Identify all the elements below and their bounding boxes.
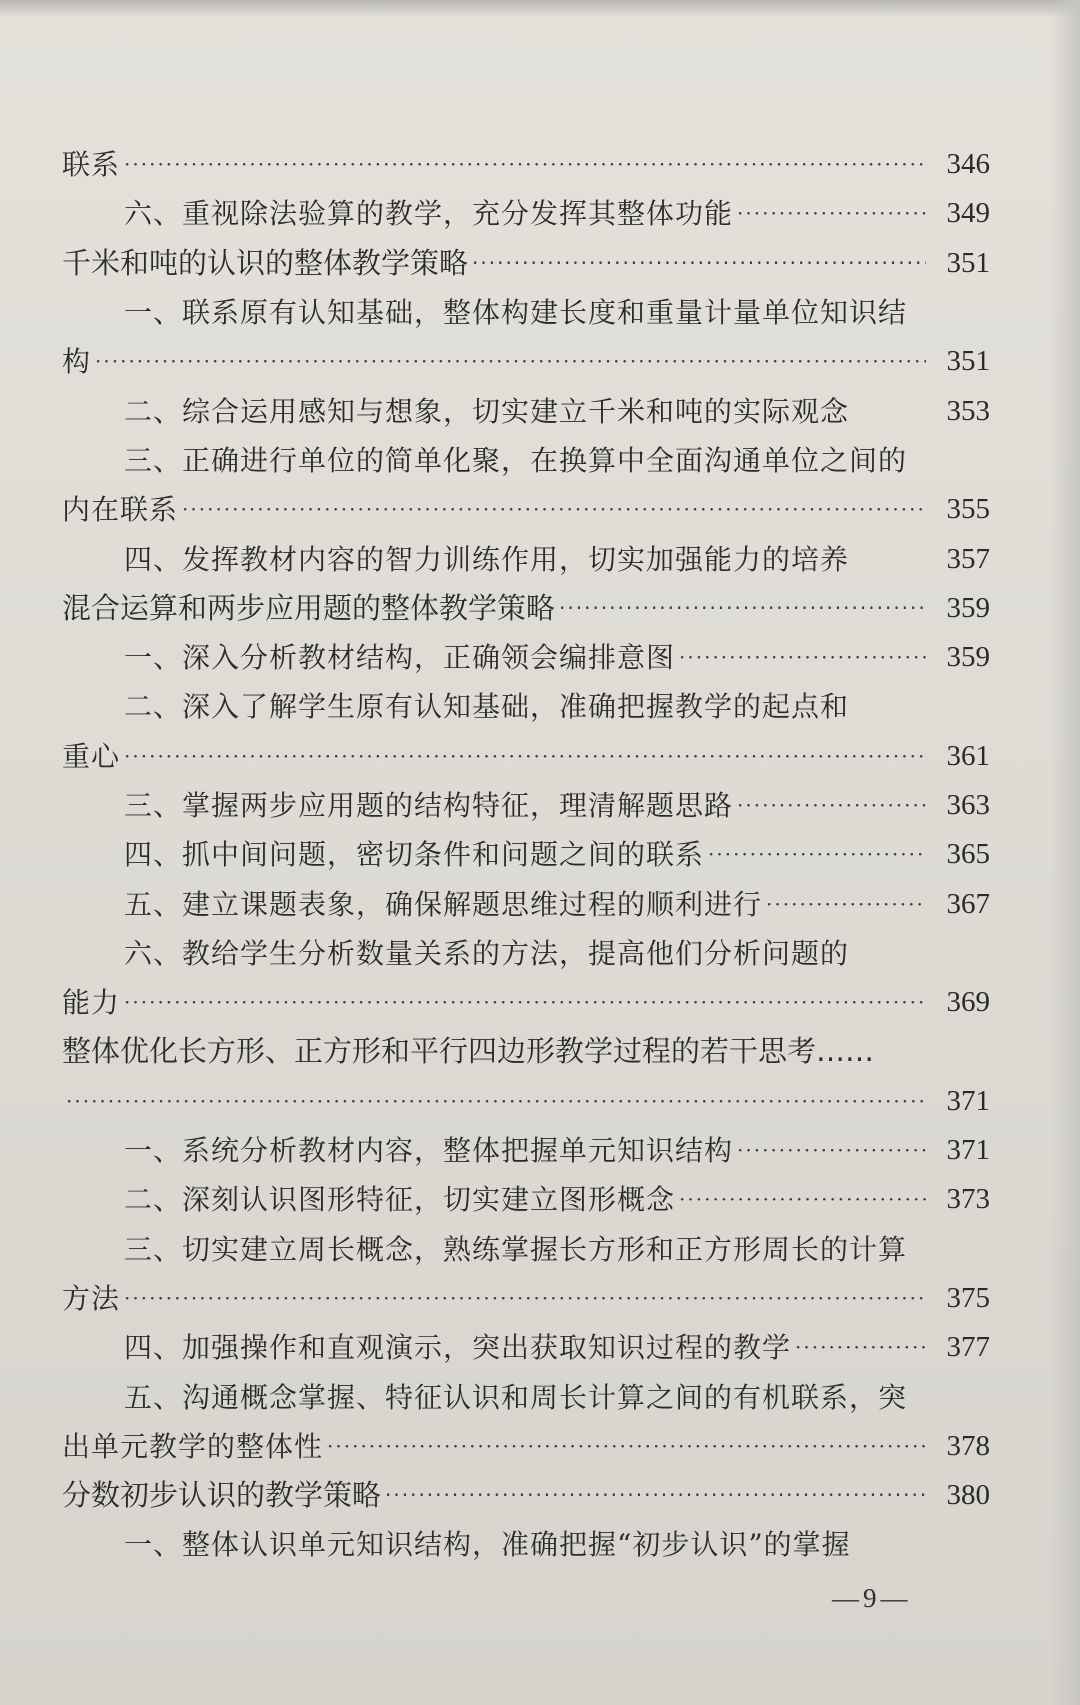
toc-page-number: 359: [946, 591, 990, 624]
toc-entry: [62, 1225, 990, 1274]
toc-entry: [62, 337, 990, 386]
toc-page-number: 367: [946, 887, 990, 920]
dot-leader: [66, 1077, 926, 1126]
dot-leader: [385, 1471, 926, 1520]
toc-entry-text: 二、综合运用感知与想象，切实建立千米和吨的实际观念: [124, 394, 850, 428]
toc-entry-text: 一、系统分析教材内容，整体把握单元知识结构: [124, 1134, 734, 1168]
toc-page-number: 353: [946, 394, 990, 427]
toc-entry: [62, 288, 990, 337]
toc-entry: [62, 386, 990, 435]
dot-leader: [795, 1323, 926, 1372]
toc-entry-text: 六、教给学生分析数量关系的方法，提高他们分析问题的: [124, 936, 850, 970]
toc-page-number: 371: [946, 1084, 990, 1117]
toc-entry-text: 五、建立课题表象，确保解题思维过程的顺利进行: [124, 887, 763, 921]
toc-entry-text: 一、深入分析教材结构，正确领会编排意图: [124, 641, 676, 675]
toc-page-number: 380: [946, 1479, 990, 1512]
toc-entry-text: 三、掌握两步应用题的结构特征，理清解题思路: [124, 789, 734, 822]
toc-entry: [62, 682, 990, 731]
dot-leader: [679, 1175, 926, 1224]
toc-page-number: 369: [946, 986, 990, 1019]
toc-entry-text: 六、重视除法验算的教学，充分发挥其整体功能: [124, 197, 734, 231]
toc-entry-text: 整体优化长方形、正方形和平行四边形教学过程的若干思考……: [62, 1034, 875, 1069]
toc-entry: [62, 1274, 990, 1323]
dot-leader: [124, 732, 926, 781]
toc-entry: [62, 879, 990, 928]
toc-chapter-entry: [62, 584, 990, 633]
toc-page-number: 378: [946, 1429, 990, 1462]
page-number: —9—: [832, 1583, 912, 1613]
toc-page-number: 346: [946, 148, 990, 181]
toc-entry-text: 一、整体认识单元知识结构，准确把握“初步认识”的掌握: [124, 1528, 851, 1562]
toc-entry-text: 混合运算和两步应用题的整体教学策略: [62, 590, 556, 625]
toc-page-number: 375: [946, 1281, 990, 1314]
toc-entry-text: 分数初步认识的教学策略: [62, 1478, 382, 1513]
page-right-shadow: [1050, 0, 1080, 1705]
toc-page-number: 357: [946, 542, 990, 575]
dot-leader: [766, 880, 926, 929]
toc-page-number: 363: [946, 789, 990, 821]
toc-entry-text: 千米和吨的认识的整体教学策略: [62, 245, 469, 280]
toc-entry: [62, 929, 990, 978]
dot-leader: [124, 978, 926, 1027]
toc-entry: [62, 436, 990, 485]
toc-entry: [62, 830, 990, 879]
dot-leader: [124, 1274, 926, 1323]
toc-page-number: 355: [946, 493, 990, 526]
toc-entry-text: 构: [62, 345, 92, 379]
toc-entry: [62, 1077, 990, 1126]
toc-entry-text: 三、切实建立周长概念，熟练掌握长方形和正方形周长的计算: [124, 1232, 908, 1266]
dot-leader: [182, 485, 926, 534]
dot-leader: [708, 830, 926, 879]
toc-entry: [62, 1175, 990, 1224]
toc-entry-text: 二、深入了解学生原有认知基础，准确把握教学的起点和: [124, 690, 850, 724]
toc-entry-text: 方法: [62, 1281, 121, 1315]
toc-entry: [62, 534, 990, 583]
toc-entry: [62, 978, 990, 1027]
dot-leader: [737, 1126, 926, 1175]
toc-entry-text: 能力: [62, 986, 121, 1020]
toc-entry-text: 内在联系: [62, 493, 179, 527]
dot-leader: [124, 140, 926, 189]
dot-leader: [327, 1422, 926, 1471]
toc-entry-text: 三、正确进行单位的简单化聚，在换算中全面沟通单位之间的: [124, 443, 908, 477]
toc-chapter-entry: [62, 239, 990, 288]
toc-page-number: 377: [946, 1331, 990, 1364]
toc-entry: [62, 485, 990, 534]
toc-entry: [62, 140, 990, 189]
toc-entry-text: 联系: [62, 148, 121, 182]
dot-leader: [559, 584, 926, 633]
toc-entry: [62, 1422, 990, 1471]
toc-page-number: 373: [946, 1183, 990, 1216]
toc-page-number: 371: [946, 1134, 990, 1167]
page-top-shadow: [0, 0, 1080, 18]
toc-entry: [62, 732, 990, 781]
toc-entry: [62, 1372, 990, 1421]
toc-entry-text: 一、联系原有认知基础，整体构建长度和重量计量单位知识结: [124, 296, 908, 330]
table-of-contents: [62, 140, 990, 1570]
toc-entry-text: 五、沟通概念掌握、特征认识和周长计算之间的有机联系，突: [124, 1380, 908, 1414]
dot-leader: [472, 239, 926, 288]
dot-leader: [679, 633, 926, 682]
dot-leader: [737, 781, 926, 830]
toc-page-number: 359: [946, 641, 990, 674]
toc-entry-text: 四、发挥教材内容的智力训练作用，切实加强能力的培养: [124, 542, 850, 576]
toc-page-number: 351: [946, 246, 990, 279]
toc-page-number: 361: [946, 739, 990, 772]
toc-entry: [62, 1126, 990, 1175]
toc-entry: [62, 781, 990, 830]
toc-entry-text: 二、深刻认识图形特征，切实建立图形概念: [124, 1183, 676, 1217]
toc-entry-text: 四、抓中间问题，密切条件和问题之间的联系: [124, 838, 705, 872]
toc-entry: [62, 1323, 990, 1372]
toc-entry-text: 四、加强操作和直观演示，突出获取知识过程的教学: [124, 1331, 792, 1365]
toc-page-number: 349: [946, 197, 990, 230]
toc-page-number: 351: [946, 345, 990, 378]
dot-leader: [737, 189, 926, 238]
toc-entry: [62, 189, 990, 238]
toc-page-number: 365: [946, 838, 990, 871]
toc-entry-text: 重心: [62, 739, 121, 773]
toc-chapter-entry: [62, 1471, 990, 1520]
toc-entry: [62, 1520, 990, 1569]
toc-chapter-entry: [62, 1027, 990, 1076]
dot-leader: [95, 337, 926, 386]
toc-entry: [62, 633, 990, 682]
toc-entry-text: 出单元教学的整体性: [62, 1429, 324, 1463]
